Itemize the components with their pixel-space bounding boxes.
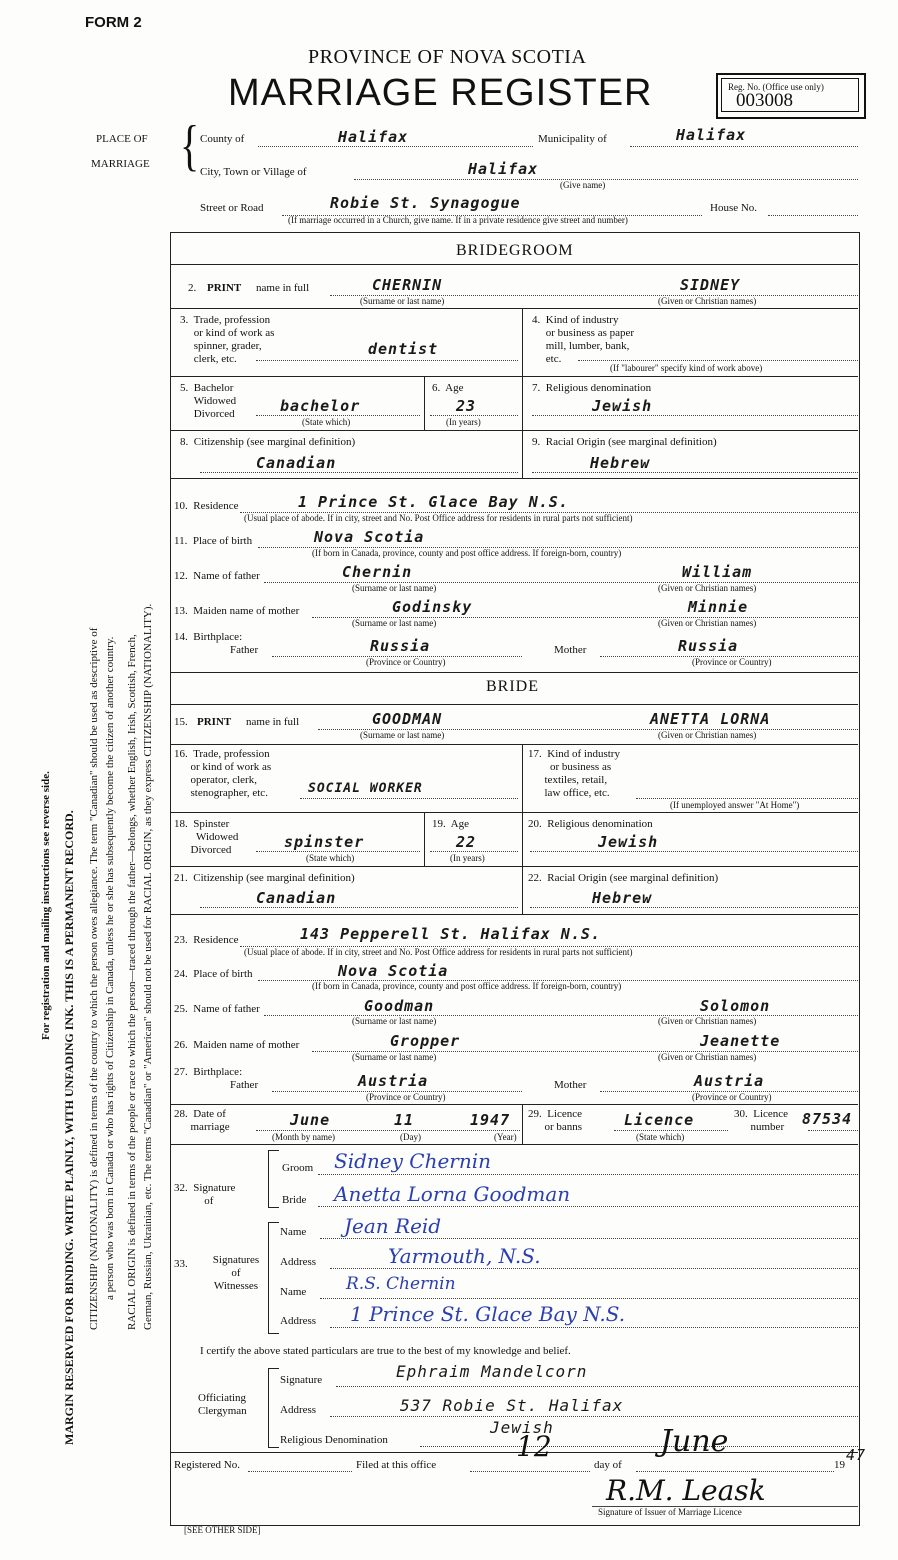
f18-cap: (State which) xyxy=(306,853,355,863)
f9-label: 9. Racial Origin (see marginal definition) xyxy=(532,436,717,448)
province-heading: PROVINCE OF NOVA SCOTIA xyxy=(308,46,587,68)
year-prefix: 19 xyxy=(834,1459,845,1471)
groom-mother-bp: Russia xyxy=(678,637,739,655)
f14-mother-cap: (Province or Country) xyxy=(692,657,772,667)
groom-birthplace: Nova Scotia xyxy=(314,528,425,546)
sidebar-line-4: a person who was born in Canada or who has rights of Citizenship in Canada, unless he or she has subsequently become the citizen of another country. xyxy=(104,636,116,1300)
f15-no: 15. xyxy=(174,716,188,728)
sidebar-line-1: For registration and mailing instructions see reverse side. xyxy=(40,771,52,1040)
bride-mother-given: Jeanette xyxy=(700,1032,781,1050)
bride-racial: Hebrew xyxy=(592,889,653,907)
groom-age: 23 xyxy=(456,397,477,415)
f17-label: 17. Kind of industry or business as textiles, retail, law office, etc. xyxy=(528,748,620,799)
groom-mother-surname: Godinsky xyxy=(392,598,473,616)
bride-birthplace: Nova Scotia xyxy=(338,962,449,980)
groom-sig-label: Groom xyxy=(282,1162,314,1174)
witness2-name: R.S. Chernin xyxy=(346,1274,456,1294)
given-cap: (Given or Christian names) xyxy=(658,296,757,306)
registered-no-label: Registered No. xyxy=(174,1459,240,1471)
bride-religion: Jewish xyxy=(598,833,659,851)
f27-mother-label: Mother xyxy=(554,1079,587,1091)
licence-cap: (State which) xyxy=(636,1132,685,1142)
f15-label: name in full xyxy=(246,716,300,728)
municipality-value: Halifax xyxy=(676,126,747,144)
f14-father-cap: (Province or Country) xyxy=(366,657,446,667)
groom-mother-given: Minnie xyxy=(688,598,749,616)
f14-mother-label: Mother xyxy=(554,644,587,656)
licence-type: Licence xyxy=(624,1111,695,1129)
f19-cap: (In years) xyxy=(450,853,485,863)
f32-label: 32. Signature of xyxy=(174,1182,236,1207)
groom-residence: 1 Prince St. Glace Bay N.S. xyxy=(298,493,569,511)
filed-month: June xyxy=(660,1424,729,1459)
f15-surname-cap: (Surname or last name) xyxy=(360,730,445,740)
f5-label: 5. Bachelor Widowed Divorced xyxy=(180,382,237,420)
bride-mother-surname: Gropper xyxy=(390,1032,461,1050)
bride-status: spinster xyxy=(284,833,365,851)
f15-given-cap: (Given or Christian names) xyxy=(658,730,757,740)
f6-label: 6. Age xyxy=(432,382,464,394)
witness1-name: Jean Reid xyxy=(344,1214,442,1238)
issuer-caption: Signature of Issuer of Marriage Licence xyxy=(598,1507,742,1517)
place-label-1: PLACE OF xyxy=(96,133,148,145)
f3-label: 3. Trade, profession or kind of work as spinner, grader, clerk, etc. xyxy=(180,314,275,365)
f16-label: 16. Trade, profession or kind of work as operator, clerk, stenographer, etc. xyxy=(174,748,272,799)
age-cap: (In years) xyxy=(446,417,481,427)
f11-label: 11. Place of birth xyxy=(174,535,253,547)
f27-father-cap: (Province or Country) xyxy=(366,1092,446,1102)
section-bridegroom: BRIDEGROOM xyxy=(456,242,574,259)
groom-father-bp: Russia xyxy=(370,637,431,655)
f19-label: 19. Age xyxy=(432,818,469,830)
filed-label: Filed at this office xyxy=(356,1459,437,1471)
f14-father-label: Father xyxy=(230,644,259,656)
f2-label-bold: PRINT xyxy=(207,282,242,294)
month-cap: (Month by name) xyxy=(272,1132,335,1142)
clergy-sig-label: Signature xyxy=(280,1374,323,1386)
see-other-side: [SEE OTHER SIDE] xyxy=(184,1525,261,1535)
witness1-address: Yarmouth, N.S. xyxy=(388,1244,541,1268)
city-value: Halifax xyxy=(468,160,539,178)
licence-number: 87534 xyxy=(802,1110,853,1128)
county-label: County of xyxy=(200,133,245,145)
form-number: FORM 2 xyxy=(85,14,142,31)
issuer-signature: R.M. Leask xyxy=(606,1474,766,1507)
f25-label: 25. Name of father xyxy=(174,1003,260,1015)
street-value: Robie St. Synagogue xyxy=(330,194,521,212)
f28-label: 28. Date of marriage xyxy=(174,1108,230,1133)
f27-mother-cap: (Province or Country) xyxy=(692,1092,772,1102)
status-cap: (State which) xyxy=(302,417,351,427)
street-caption: (If marriage occurred in a Church, give name. If in a private residence give street and number) xyxy=(288,215,628,225)
clergy-signature: Ephraim Mandelcorn xyxy=(396,1362,588,1381)
f27-father-label: Father xyxy=(230,1079,259,1091)
f4-caption: (If "labourer" specify kind of work above) xyxy=(610,363,763,373)
groom-surname: CHERNIN xyxy=(372,276,443,294)
city-label: City, Town or Village of xyxy=(200,166,307,178)
bride-surname: GOODMAN xyxy=(372,710,443,728)
marriage-year: 1947 xyxy=(470,1111,511,1129)
house-no-label: House No. xyxy=(710,202,758,214)
clergy-addr-label: Address xyxy=(280,1404,317,1416)
surname-cap: (Surname or last name) xyxy=(360,296,445,306)
f22-label: 22. Racial Origin (see marginal definition) xyxy=(528,872,719,884)
f33-label: 33. Signatures of Witnesses xyxy=(174,1254,260,1292)
f23-label: 23. Residence xyxy=(174,934,239,946)
day-cap: (Day) xyxy=(400,1132,421,1142)
w1-name-label: Name xyxy=(280,1226,307,1238)
f26-label: 26. Maiden name of mother xyxy=(174,1039,300,1051)
day-of-label: day of xyxy=(594,1459,622,1471)
reg-no-box xyxy=(716,73,866,119)
f26-surname-cap: (Surname or last name) xyxy=(352,1052,437,1062)
f18-label: 18. Spinster Widowed Divorced xyxy=(174,818,239,856)
bride-age: 22 xyxy=(456,833,477,851)
f11-caption: (If born in Canada, province, county and post office address. If foreign-born, country) xyxy=(312,548,622,558)
bride-sig-label: Bride xyxy=(282,1194,307,1206)
marriage-month: June xyxy=(290,1111,331,1129)
f13-surname-cap: (Surname or last name) xyxy=(352,618,437,628)
w2-name-label: Name xyxy=(280,1286,307,1298)
f12-surname-cap: (Surname or last name) xyxy=(352,583,437,593)
w2-address-label: Address xyxy=(280,1315,317,1327)
reg-no-value: 003008 xyxy=(736,90,793,111)
municipality-label: Municipality of xyxy=(538,133,607,145)
witness2-address: 1 Prince St. Glace Bay N.S. xyxy=(350,1302,626,1326)
groom-status: bachelor xyxy=(280,397,361,415)
clergy-rel-label: Religious Denomination xyxy=(280,1434,388,1446)
f17-caption: (If unemployed answer "At Home") xyxy=(670,800,800,810)
clergy-address: 537 Robie St. Halifax xyxy=(400,1396,624,1415)
f30-label: 30. Licence number xyxy=(734,1108,789,1133)
sidebar-line-3: CITIZENSHIP (NATIONALITY) is defined in terms of the country to which the person owes allegiance. The term "Canadian" should be used as descriptive of xyxy=(88,627,100,1330)
bride-given: ANETTA LORNA xyxy=(650,710,771,728)
sidebar-line-6: German, Russian, Ukrainian, etc. The terms "Canadian" or "American" should not be used for RACIAL ORIGIN, as they express CITIZENSHIP (NATIONALITY). xyxy=(142,603,154,1330)
filed-year: 47 xyxy=(846,1446,867,1464)
filed-day: 12 xyxy=(516,1430,552,1463)
f2-label: name in full xyxy=(256,282,310,294)
street-label: Street or Road xyxy=(200,202,264,214)
bride-father-given: Solomon xyxy=(700,997,771,1015)
page-title: MARRIAGE REGISTER xyxy=(228,72,653,114)
f12-given-cap: (Given or Christian names) xyxy=(658,583,757,593)
year-cap: (Year) xyxy=(494,1132,517,1142)
f20-label: 20. Religious denomination xyxy=(528,818,653,830)
f10-caption: (Usual place of abode. If in city, street and No. Post Office address for residents in rural parts not sufficient) xyxy=(244,513,633,523)
f25-given-cap: (Given or Christian names) xyxy=(658,1016,757,1026)
groom-trade: dentist xyxy=(368,340,439,358)
f13-label: 13. Maiden name of mother xyxy=(174,605,300,617)
bride-father-surname: Goodman xyxy=(364,997,435,1015)
f14-label: 14. Birthplace: xyxy=(174,631,243,643)
f4-label: 4. Kind of industry or business as paper mill, lumber, bank, etc. xyxy=(532,314,635,365)
clergy-label: Officiating Clergyman xyxy=(198,1392,247,1417)
bride-signature: Anetta Lorna Goodman xyxy=(334,1182,571,1206)
reg-no-label: Reg. No. (Office use only) xyxy=(728,82,824,92)
f23-caption: (Usual place of abode. If in city, street and No. Post Office address for residents in rural parts not sufficient) xyxy=(244,947,633,957)
groom-father-given: William xyxy=(682,563,753,581)
brace: { xyxy=(180,113,200,177)
f26-given-cap: (Given or Christian names) xyxy=(658,1052,757,1062)
sidebar-line-5: RACIAL ORIGIN is defined in terms of the people or race to which the person—traced through the father—belongs, whether English, Irish, Scottish, French, xyxy=(126,634,138,1330)
clergy-religion: Jewish xyxy=(490,1418,554,1437)
f29-label: 29. Licence or banns xyxy=(528,1108,583,1133)
certify-statement: I certify the above stated particulars are true to the best of my knowledge and belief. xyxy=(200,1345,571,1357)
city-caption: (Give name) xyxy=(560,180,606,190)
groom-religion: Jewish xyxy=(592,397,653,415)
margin-instructions xyxy=(0,0,170,1560)
f24-caption: (If born in Canada, province, county and post office address. If foreign-born, country) xyxy=(312,981,622,991)
bride-mother-bp: Austria xyxy=(694,1072,765,1090)
f15-label-bold: PRINT xyxy=(197,716,232,728)
sidebar-line-2: MARGIN RESERVED FOR BINDING. WRITE PLAINLY, WITH UNFADING INK. THIS IS A PERMANENT RECORD. xyxy=(62,810,76,1445)
f8-label: 8. Citizenship (see marginal definition) xyxy=(180,436,356,448)
bride-residence: 143 Pepperell St. Halifax N.S. xyxy=(300,925,601,943)
groom-racial: Hebrew xyxy=(590,454,651,472)
groom-citizenship: Canadian xyxy=(256,454,337,472)
f24-label: 24. Place of birth xyxy=(174,968,253,980)
groom-given: SIDNEY xyxy=(680,276,741,294)
f13-given-cap: (Given or Christian names) xyxy=(658,618,757,628)
section-bride: BRIDE xyxy=(486,678,539,695)
w1-address-label: Address xyxy=(280,1256,317,1268)
groom-father-surname: Chernin xyxy=(342,563,413,581)
f21-label: 21. Citizenship (see marginal definition) xyxy=(174,872,355,884)
bride-trade: SOCIAL WORKER xyxy=(308,781,423,796)
groom-signature: Sidney Chernin xyxy=(334,1149,492,1173)
f27-label: 27. Birthplace: xyxy=(174,1066,243,1078)
place-label-2: MARRIAGE xyxy=(91,158,150,170)
f12-label: 12. Name of father xyxy=(174,570,260,582)
bride-citizenship: Canadian xyxy=(256,889,337,907)
f25-surname-cap: (Surname or last name) xyxy=(352,1016,437,1026)
marriage-day: 11 xyxy=(394,1111,415,1129)
f2-no: 2. xyxy=(188,282,197,294)
bride-father-bp: Austria xyxy=(358,1072,429,1090)
county-value: Halifax xyxy=(338,128,409,146)
f7-label: 7. Religious denomination xyxy=(532,382,652,394)
f10-label: 10. Residence xyxy=(174,500,239,512)
